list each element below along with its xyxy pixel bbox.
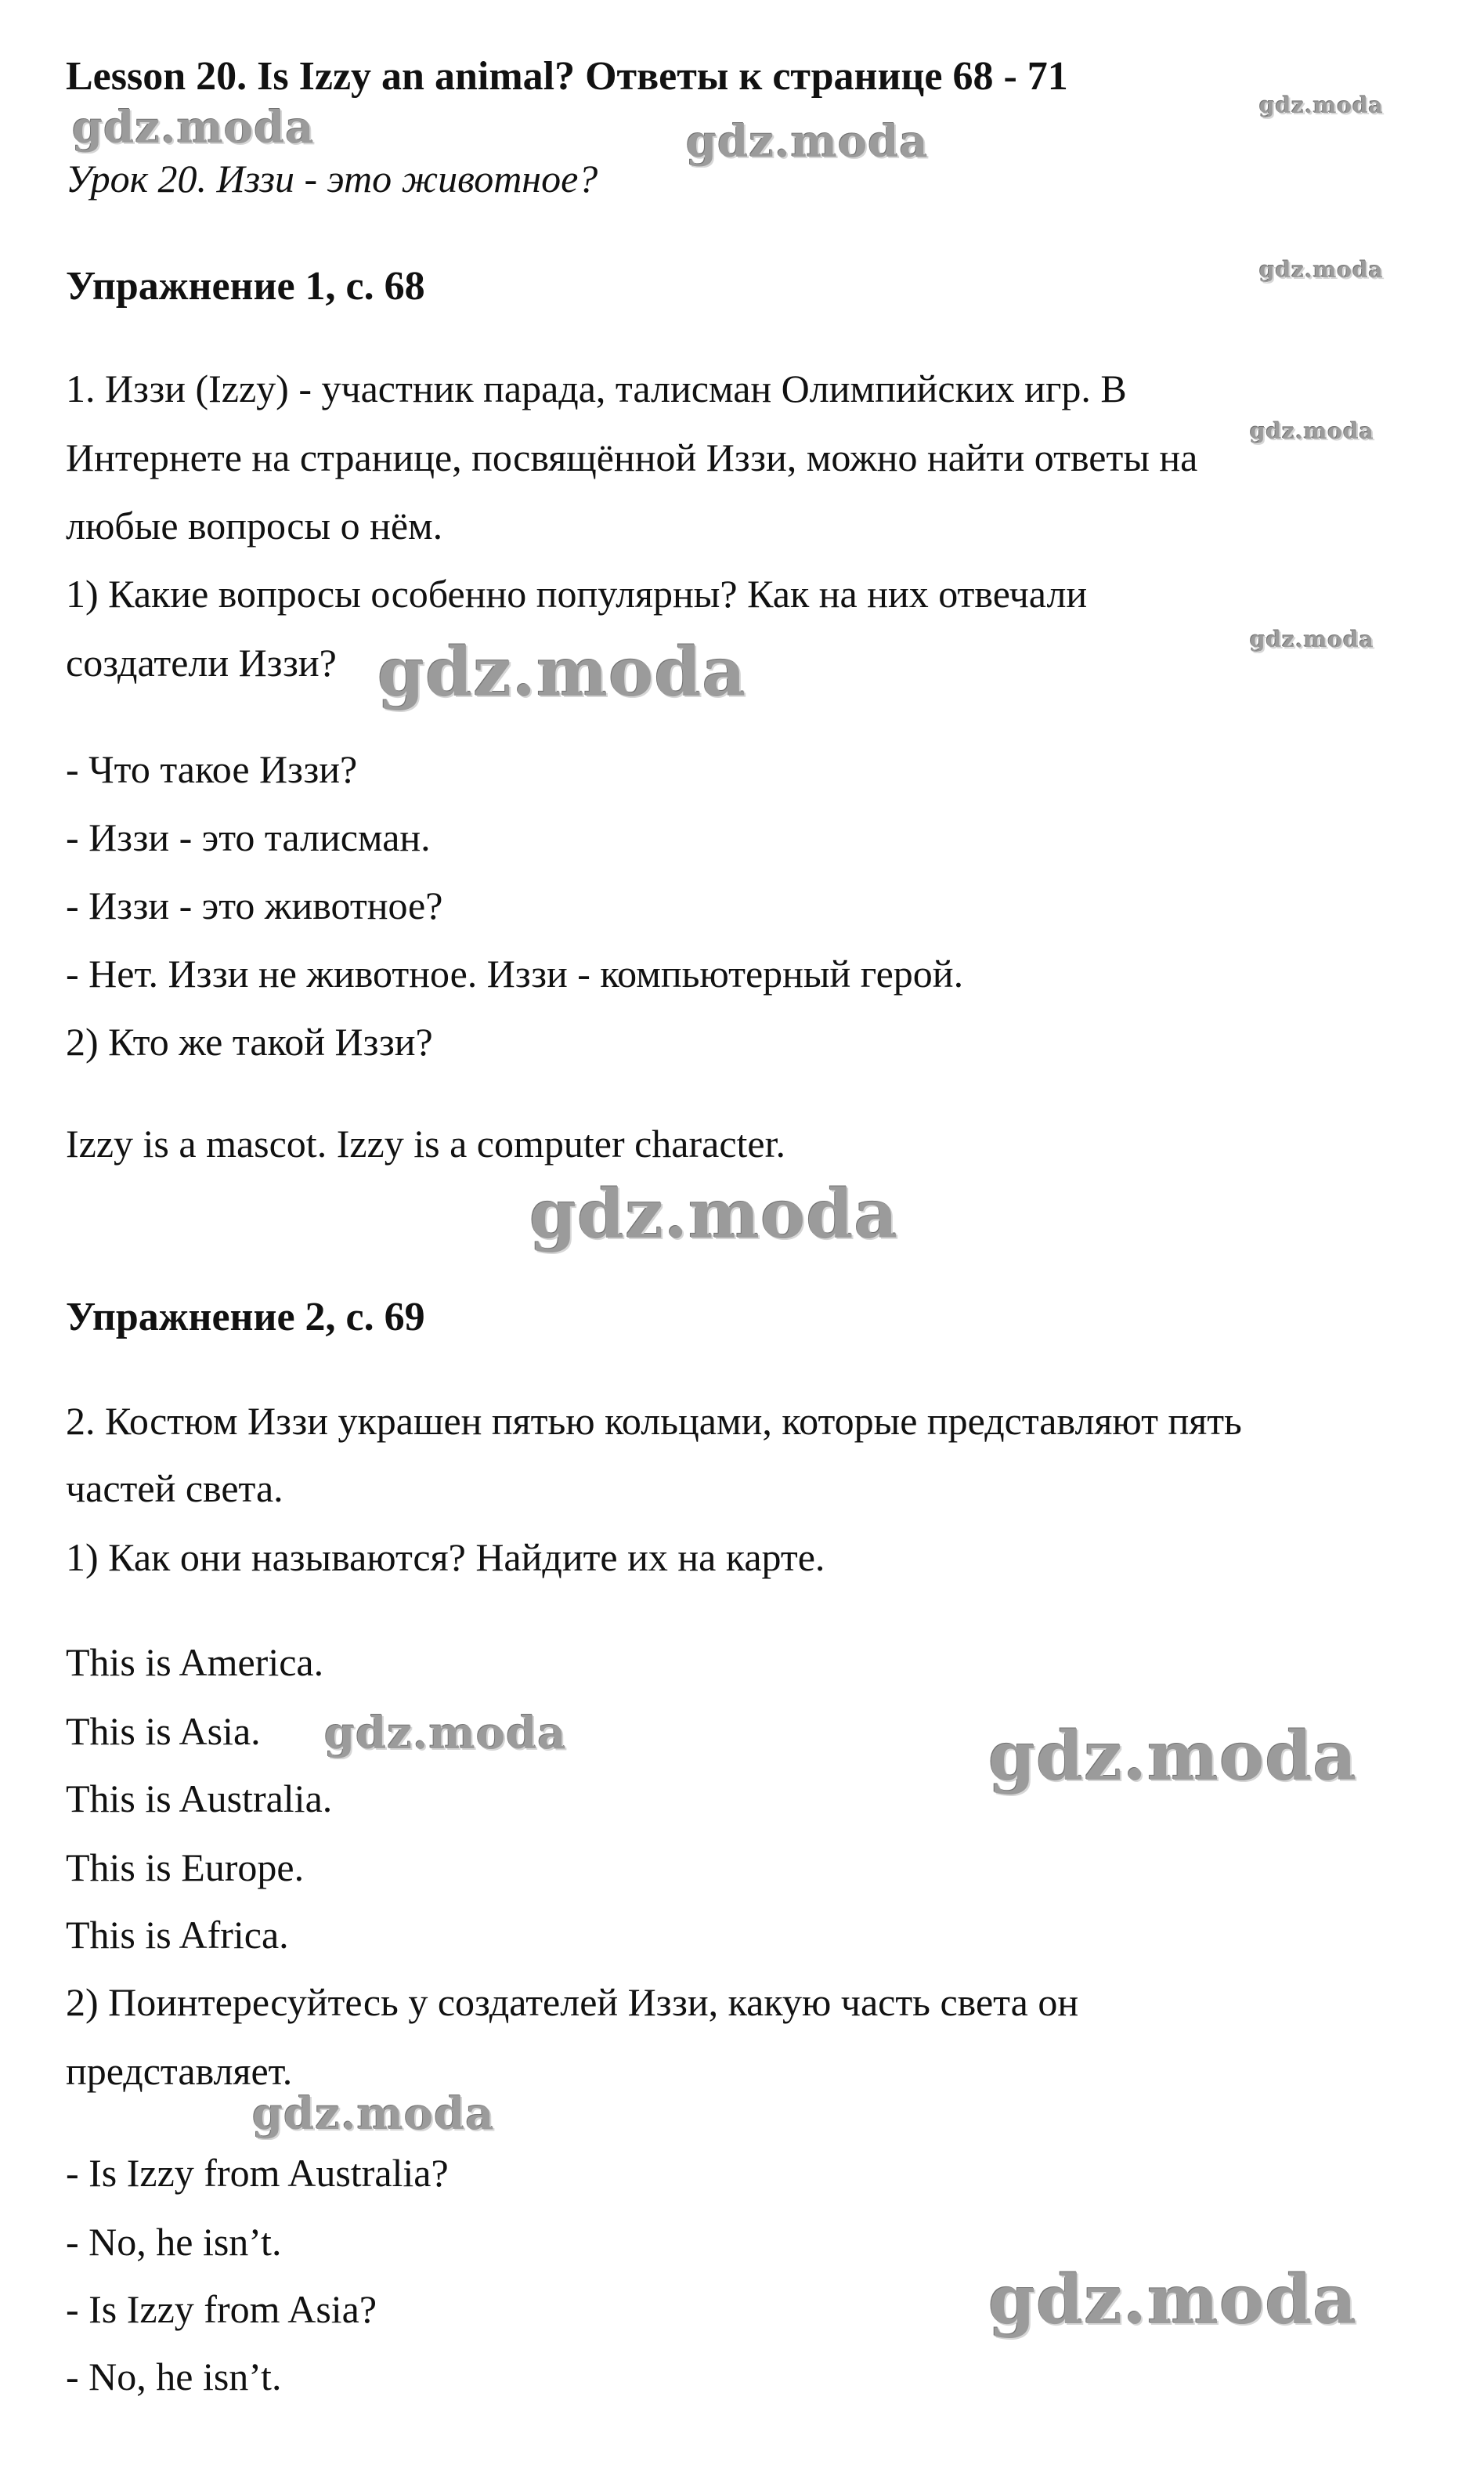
exercise-2-task2-line: представляет.: [66, 2049, 293, 2093]
page-subtitle: Урок 20. Иззи - это животное?: [66, 157, 598, 201]
exercise-2-heading: Упражнение 2, с. 69: [66, 1295, 425, 1339]
exercise-2-dialog-line: - No, he isn’t.: [66, 2220, 282, 2264]
exercise-1-dialog-line: - Иззи - это талисман.: [66, 815, 431, 859]
exercise-1-task-line: создатели Иззи?: [66, 641, 337, 685]
watermark: gdz.moda: [252, 2088, 495, 2140]
exercise-2-task-line: частей света.: [66, 1466, 283, 1510]
exercise-1-heading: Упражнение 1, с. 68: [66, 264, 425, 309]
exercise-2-answer-line: This is America.: [66, 1640, 324, 1684]
watermark: gdz.moda: [1259, 257, 1384, 283]
watermark: gdz.moda: [324, 1708, 567, 1759]
exercise-2-answer-line: This is Asia.: [66, 1709, 261, 1753]
exercise-1-task-line: любые вопросы о нём.: [66, 504, 443, 548]
exercise-1-dialog-line: - Нет. Иззи не животное. Иззи - компьютерный герой.: [66, 952, 964, 996]
exercise-1-dialog-line: - Что такое Иззи?: [66, 747, 358, 791]
exercise-2-task2-line: 2) Поинтересуйтесь у создателей Иззи, какую часть света он: [66, 1980, 1079, 2024]
watermark: gdz.moda: [72, 102, 315, 154]
exercise-1-task-line: Интернете на странице, посвящённой Иззи, можно найти ответы на: [66, 436, 1198, 479]
exercise-2-task-line: 2. Костюм Иззи украшен пятью кольцами, которые представляют пять: [66, 1399, 1242, 1443]
exercise-2-dialog-line: - No, he isn’t.: [66, 2355, 282, 2398]
exercise-1-dialog-line: 2) Кто же такой Иззи?: [66, 1020, 433, 1064]
exercise-2-dialog-line: - Is Izzy from Australia?: [66, 2151, 449, 2195]
watermark: gdz.moda: [1259, 92, 1384, 118]
watermark: gdz.moda: [529, 1175, 899, 1254]
watermark: gdz.moda: [988, 1717, 1358, 1796]
exercise-2-answer-line: This is Australia.: [66, 1776, 333, 1820]
exercise-1-task-line: 1) Какие вопросы особенно популярны? Как на них отвечали: [66, 572, 1088, 616]
watermark: gdz.moda: [1250, 418, 1374, 444]
exercise-2-answer-line: This is Europe.: [66, 1845, 305, 1889]
watermark: gdz.moda: [377, 633, 747, 712]
exercise-2-answer-line: This is Africa.: [66, 1913, 289, 1957]
watermark: gdz.moda: [686, 116, 929, 168]
watermark: gdz.moda: [988, 2261, 1358, 2340]
page-title: Lesson 20. Is Izzy an animal? Ответы к странице 68 - 71: [66, 54, 1068, 99]
exercise-2-dialog-line: - Is Izzy from Asia?: [66, 2287, 377, 2331]
exercise-1-answer: Izzy is a mascot. Izzy is a computer character.: [66, 1122, 785, 1166]
watermark: gdz.moda: [1250, 627, 1374, 652]
exercise-1-task-line: 1. Иззи (Izzy) - участник парада, талисман Олимпийских игр. В: [66, 367, 1127, 410]
exercise-2-task-line: 1) Как они называются? Найдите их на карте.: [66, 1535, 825, 1579]
exercise-1-dialog-line: - Иззи - это животное?: [66, 884, 443, 927]
